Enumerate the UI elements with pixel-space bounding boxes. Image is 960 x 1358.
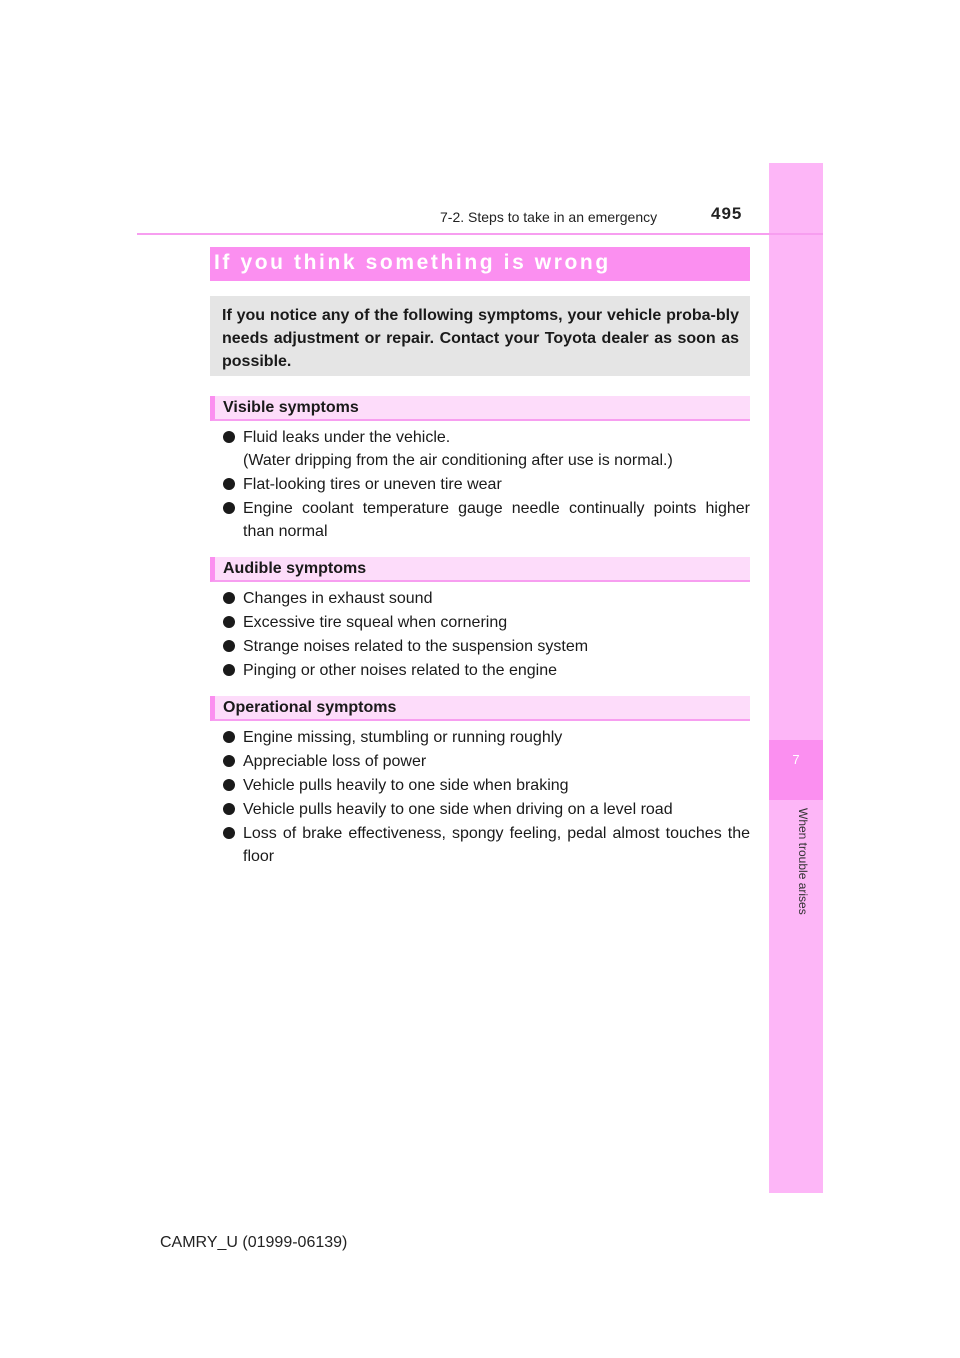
list-item-text: Flat-looking tires or uneven tire wear — [243, 476, 502, 493]
page-number: 495 — [711, 204, 743, 223]
bullet-icon — [223, 755, 235, 767]
audible-symptoms-list — [222, 587, 750, 683]
list-item-text: Fluid leaks under the vehicle. (Water dripping from the air conditioning after use is normal.) — [243, 429, 673, 469]
bullet-icon — [223, 803, 235, 815]
list-item — [222, 426, 750, 472]
bullet-icon — [223, 431, 235, 443]
bullet-icon — [223, 616, 235, 628]
list-item-text: Engine missing, stumbling or running roughly — [243, 729, 563, 746]
list-item — [222, 497, 750, 543]
bullet-icon — [223, 502, 235, 514]
visible-symptoms-list — [222, 426, 750, 544]
list-item-text: Changes in exhaust sound — [243, 590, 433, 607]
header-divider — [137, 233, 823, 235]
bullet-icon — [223, 592, 235, 604]
intro-text: If you notice any of the following symptoms, your vehicle proba-bly needs adjustment or repair. Contact your Toyota dealer as soon as possible. — [222, 307, 739, 370]
chapter-side-tab — [769, 163, 823, 1193]
bullet-icon — [223, 731, 235, 743]
list-item — [222, 659, 750, 682]
section-label: 7-2. Steps to take in an emergency — [440, 209, 658, 225]
subhead-label: Operational symptoms — [223, 699, 397, 716]
list-item — [222, 635, 750, 658]
subhead-label: Audible symptoms — [223, 560, 367, 577]
list-item-text: Excessive tire squeal when cornering — [243, 614, 508, 631]
footer-code: CAMRY_U (01999-06139) — [160, 1234, 348, 1251]
subhead-operational-symptoms — [210, 696, 750, 721]
subhead-label: Visible symptoms — [223, 399, 359, 416]
list-item-text: Vehicle pulls heavily to one side when driving on a level road — [243, 801, 673, 818]
list-item-text: Pinging or other noises related to the engine — [243, 662, 557, 679]
page-title: If you think something is wrong — [214, 251, 611, 274]
chapter-number: 7 — [792, 752, 800, 767]
subhead-visible-symptoms — [210, 396, 750, 421]
list-item — [222, 473, 750, 496]
list-item — [222, 611, 750, 634]
list-item — [222, 726, 750, 749]
operational-symptoms-list — [222, 726, 750, 869]
bullet-icon — [223, 779, 235, 791]
list-item-text: Loss of brake effectiveness, spongy feeling, pedal almost touches the floor — [243, 825, 750, 865]
list-item — [222, 822, 750, 868]
bullet-icon — [223, 640, 235, 652]
list-item-text: Strange noises related to the suspension system — [243, 638, 589, 655]
subhead-audible-symptoms — [210, 557, 750, 582]
bullet-icon — [223, 664, 235, 676]
list-item-text: Engine coolant temperature gauge needle continually points higher than normal — [243, 500, 750, 540]
list-item-text: Appreciable loss of power — [243, 753, 427, 770]
chapter-title: When trouble arises — [796, 808, 810, 915]
list-item — [222, 798, 750, 821]
bullet-icon — [223, 478, 235, 490]
bullet-icon — [223, 827, 235, 839]
list-item — [222, 774, 750, 797]
list-item-text: Vehicle pulls heavily to one side when braking — [243, 777, 569, 794]
list-item — [222, 750, 750, 773]
intro-box — [210, 296, 750, 376]
list-item — [222, 587, 750, 610]
chapter-side-tab-active[interactable] — [769, 740, 823, 800]
